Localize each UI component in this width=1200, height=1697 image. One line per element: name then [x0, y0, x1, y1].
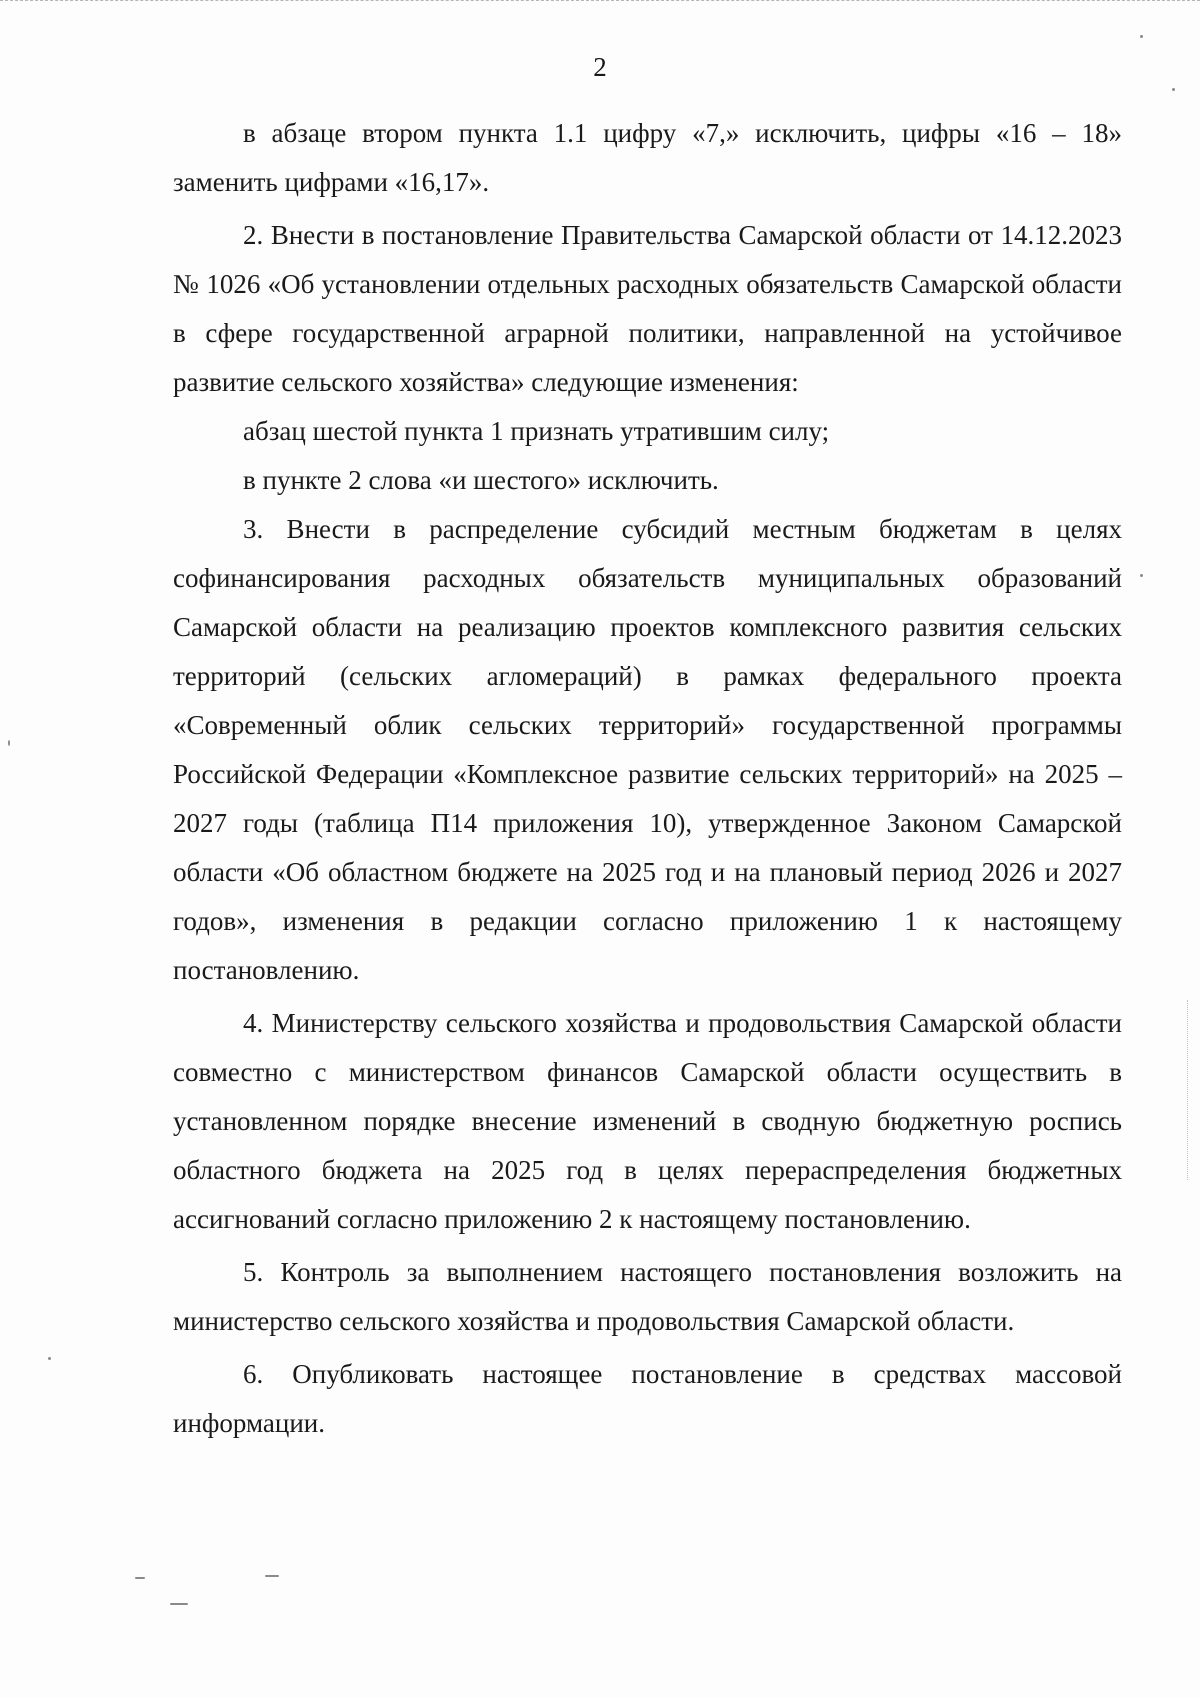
paragraph-item-4: 4. Министерству сельского хозяйства и продовольствия Самарской области совместно с министерством финансов Самарской области осуществить в установленном порядке внесение изменений в сводную бюджетную роспись областного бюджета на 2025 год в целях перераспределения бюджетных ассигнований согласно приложению 2 к настоящему постановлению. — [173, 1008, 1122, 1234]
scan-speck — [265, 1575, 279, 1577]
page-number: 2 — [593, 52, 607, 82]
paragraph-item-5: 5. Контроль за выполнением настоящего постановления возложить на министерство сельского хозяйства и продовольствия Самарской области. — [173, 1257, 1122, 1336]
paragraph-item-3: 3. Внести в распределение субсидий местным бюджетам в целях софинансирования расходных обязательств муниципальных образований Самарской области на реализацию проектов комплексного развития сельских территорий (сельских агломераций) в рамках федерального проекта «Современный облик сельских территорий» государственной программы Российской Федерации «Комплексное развитие сельских территорий» на 2025 – 2027 годы (таблица П14 приложения 10), утвержденное Законом Самарской области «Об областном бюджете на 2025 год и на плановый период 2026 и 2027 годов», изменения в редакции согласно приложению 1 к настоящему постановлению. — [173, 514, 1122, 985]
paragraph-1-1-amendment: в абзаце втором пункта 1.1 цифру «7,» исключить, цифры «16 – 18» заменить цифрами «16,17». — [173, 118, 1122, 197]
page-top-edge — [0, 0, 1200, 1]
page-right-edge — [1187, 1000, 1188, 1180]
scan-speck — [48, 1357, 51, 1360]
scan-speck — [8, 740, 10, 746]
document-body — [173, 109, 1122, 1448]
scan-speck — [170, 1603, 188, 1605]
paragraph-item-2-sub-2: в пункте 2 слова «и шестого» исключить. — [243, 465, 719, 495]
scan-speck — [1140, 574, 1143, 577]
paragraph-item-2-sub-1: абзац шестой пункта 1 признать утратившим силу; — [243, 416, 830, 446]
scan-speck — [135, 1577, 145, 1579]
scan-speck — [1172, 88, 1175, 91]
paragraph-item-6: 6. Опубликовать настоящее постановление в средствах массовой информации. — [173, 1359, 1122, 1438]
paragraph-item-2: 2. Внести в постановление Правительства Самарской области от 14.12.2023 № 1026 «Об установлении отдельных расходных обязательств Самарской области в сфере государственной аграрной политики, направленной на устойчивое развитие сельского хозяйства» следующие изменения: — [173, 220, 1122, 397]
scan-speck — [1140, 35, 1143, 38]
